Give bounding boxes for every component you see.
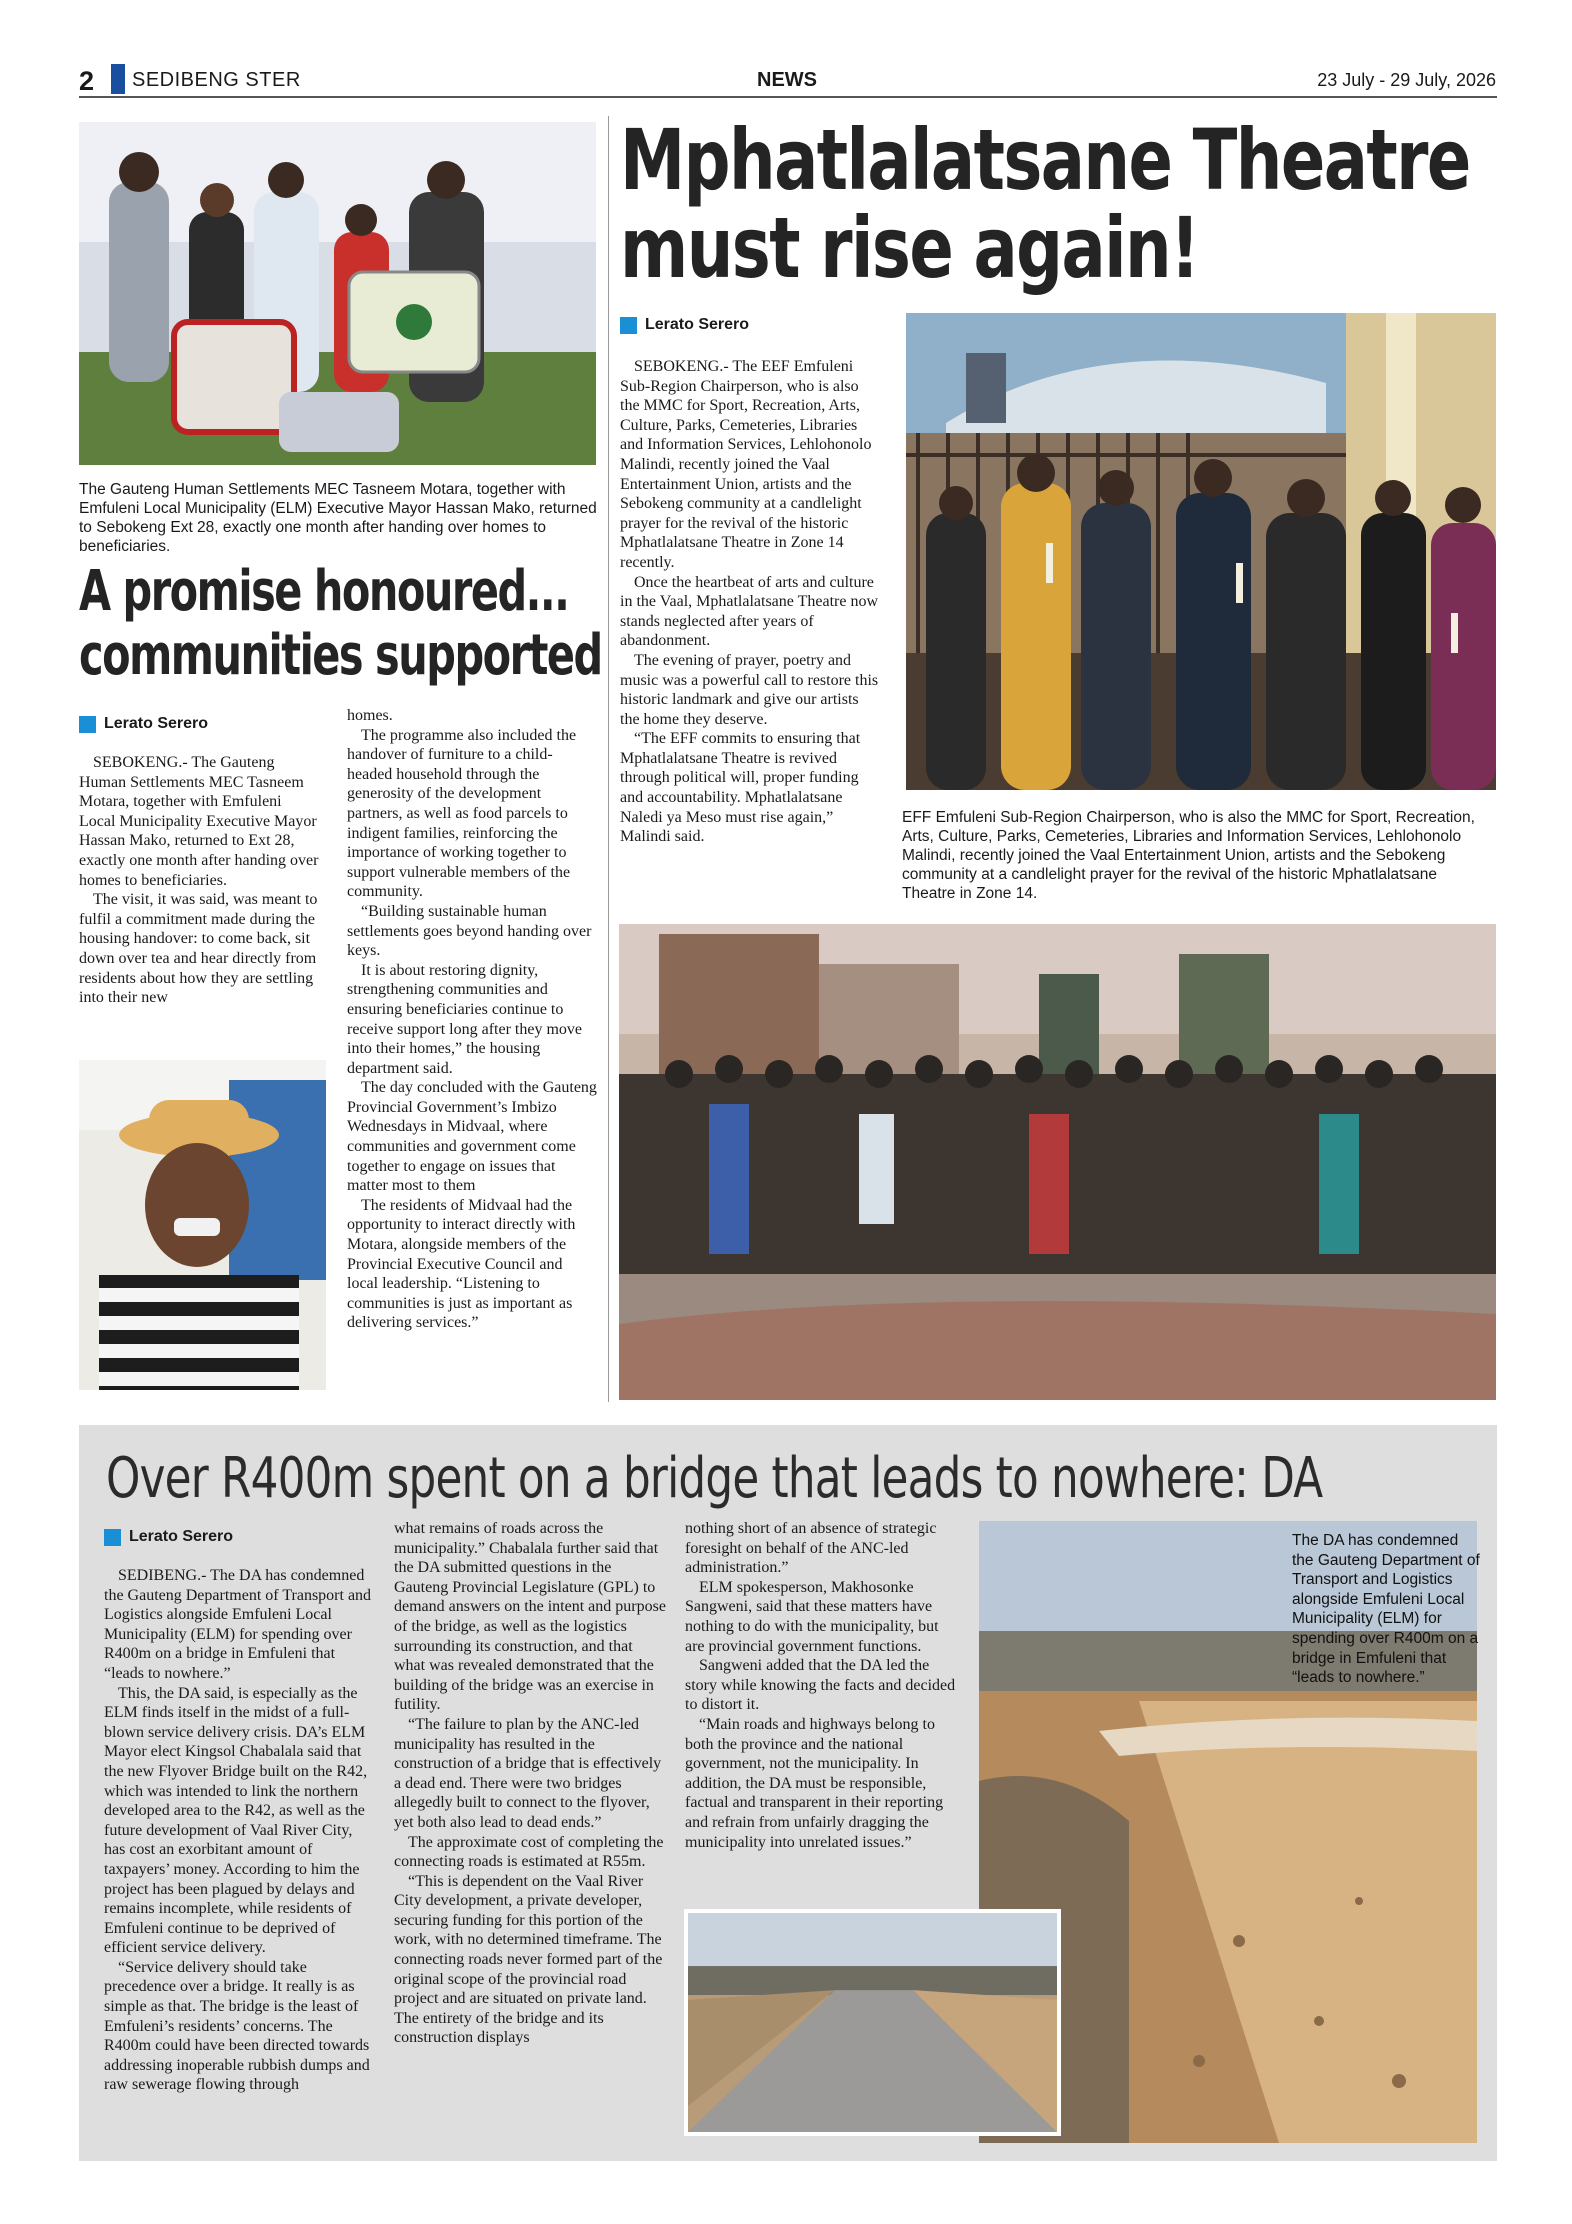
paragraph: The approximate cost of completing the connecting roads is estimated at R55m.	[394, 1833, 664, 1871]
community-gathering-photo	[619, 924, 1496, 1400]
publication-name: SEDIBENG STER	[132, 69, 301, 91]
candlelight-photo-caption: EFF Emfuleni Sub-Region Chairperson, who is also the MMC for Sport, Recreation, Arts, Culture, Parks, Cemeteries, Libraries and Information Services, Lehlohonolo Malindi, recently joined the Vaal Entertainment Union, artists and the Sebokeng community at a candlelight prayer for the revival of the historic Mphatlalatsane Theatre in Zone 14.	[902, 809, 1475, 902]
theatre-headline-line2: must rise again!	[620, 199, 1199, 297]
header-rule	[79, 96, 1497, 98]
paragraph: It is about restoring dignity, strengthening communities and ensuring beneficiaries continue to receive support long after they move into their homes,” the housing department said.	[347, 961, 583, 1077]
continued-text: what remains of roads across the municipality.” Chabalala further said that the DA submitted questions in the Gauteng Provincial Legislature (GPL) to demand answers on the intent and purpose of the bridge, as well as the logistics surrounding its construction, and that what was revealed demonstrated that the building of the bridge was an exercise in futility.	[394, 1520, 666, 1714]
theatre-body	[620, 357, 882, 847]
paragraph: “This is dependent on the Vaal River City development, a private developer, securing funding for this portion of the work, with no determined timeframe. The connecting roads never formed part of the original scope of the provincial road project and are situated on private land. The entirety of the bridge and its construction displays	[394, 1872, 663, 2047]
paragraph: SEBOKENG.- The EEF Emfuleni Sub-Region Chairperson, who is also the MMC for Sport, Recreation, Arts, Culture, Parks, Cemeteries, Libraries and Information Services, Lehlohonolo Malindi, recently joined the Vaal Entertainment Union, artists and the Sebokeng community at a candlelight prayer for the revival of the historic Mphatlalatsane Theatre in Zone 14 recently.	[620, 358, 872, 571]
promise-headline	[79, 559, 602, 688]
promise-byline	[79, 715, 208, 733]
candlelight-prayer-photo	[906, 313, 1496, 790]
paragraph: The day concluded with the Gauteng Provincial Government’s Imbizo Wednesdays in Midvaal, where communities and government come together to engage on issues that matter most to them	[347, 1079, 597, 1195]
byline-marker	[620, 317, 637, 334]
byline-author: Lerato Serero	[645, 316, 750, 333]
paragraph: SEDIBENG.- The DA has condemned the Gauteng Department of Transport and Logistics alongside Emfuleni Local Municipality (ELM) for spending over R400m on a bridge in Emfuleni that “leads to nowhere.”	[104, 1567, 372, 1682]
bridge-headline: Over R400m spent on a bridge that leads to nowhere: DA	[106, 1446, 1323, 1511]
promise-column-1	[79, 753, 319, 1008]
continued-text: homes.	[347, 707, 393, 724]
bridge-photo-caption: The DA has condemned the Gauteng Department of Transport and Logistics alongside Emfuleni Local Municipality (ELM) for spending over R400m on a bridge in Emfuleni that “leads to nowhere.”	[1292, 1532, 1480, 1687]
theatre-byline	[620, 316, 749, 334]
paragraph: The programme also included the handover of furniture to a child-headed household through the generosity of the development partners, as well as food parcels to indigent families, reinforcing the importance of working together to support vulnerable members of the community.	[347, 726, 577, 901]
promise-headline-line1: A promise honoured...	[79, 559, 569, 624]
bridge-column-1	[104, 1566, 376, 2095]
housing-handover-photo	[79, 122, 596, 465]
paragraph: The evening of prayer, poetry and music was a powerful call to restore this historic landmark and give our artists the home they deserve.	[620, 651, 879, 728]
paragraph: Once the heartbeat of arts and culture in the Vaal, Mphatlalatsane Theatre now stands neglected after years of abandonment.	[620, 573, 878, 650]
theatre-headline-line1: Mphatlalatsane Theatre	[620, 111, 1470, 209]
paragraph: “The EFF commits to ensuring that Mphatlalatsane Theatre is revived through political will, proper funding and accountability. Mphatlalatsane Naledi ya Meso must rise again,” Malindi said.	[620, 730, 861, 846]
byline-author: Lerato Serero	[104, 715, 209, 732]
paragraph: “Main roads and highways belong to both the province and the national government, not the municipality. In addition, the DA must be responsible, factual and transparent in their reporting and refrain from unfairly dragging the municipality into unrelated issues.”	[685, 1715, 944, 1851]
continued-text: nothing short of an absence of strategic foresight on behalf of the ANC-led administration.”	[685, 1520, 937, 1577]
byline-marker	[104, 1529, 121, 1546]
paragraph: ELM spokesperson, Makhosonke Sangweni, said that these matters have nothing to do with the municipality, but are provincial government functions.	[685, 1578, 939, 1655]
byline-marker	[79, 716, 96, 733]
issue-dates: 23 July - 29 July, 2026	[1317, 70, 1496, 90]
section-label: NEWS	[757, 69, 817, 91]
paragraph: The visit, it was said, was meant to fulfil a commitment made during the housing handover: to come back, sit down over tea and hear directly from residents about how they are settling into their new	[79, 891, 318, 1007]
paragraph: This, the DA said, is especially as the ELM finds itself in the midst of a full-blown service delivery crisis. DA’s ELM Mayor elect Kingsol Chabalala said that the new Flyover Bridge built on the R42, which was intended to link the northern developed area to the R42, as well as the future development of Vaal River City, has cost an exorbitant amount of taxpayers’ money. According to him the project has been plagued by delays and remains incomplete, while residents of Emfuleni continue to be deprived of efficient service delivery.	[104, 1684, 368, 1957]
byline-author: Lerato Serero	[129, 1528, 234, 1545]
bridge-column-3	[685, 1519, 957, 1852]
bridge-column-2	[394, 1519, 666, 2048]
promise-headline-line2: communities supported	[79, 623, 602, 688]
paragraph: SEBOKENG.- The Gauteng Human Settlements MEC Tasneem Motara, together with Emfuleni Local Municipality Executive Mayor Hassan Mako, returned to Ext 28, exactly one month after handing over homes to beneficiaries.	[79, 754, 319, 889]
paragraph: “Service delivery should take precedence over a bridge. It really is as simple as that. The bridge is the least of Emfuleni’s residents’ concerns. The R400m could have been directed towards addressing inoperable rubbish dumps and raw sewerage flowing through	[104, 1958, 370, 2094]
page-number: 2	[79, 66, 95, 96]
paragraph: Sangweni added that the DA led the story while knowing the facts and decided to distort it.	[685, 1657, 956, 1714]
theatre-headline	[620, 111, 1470, 297]
paragraph: The residents of Midvaal had the opportunity to interact directly with Motara, alongside members of the Provincial Executive Council and local leadership. “Listening to communities is just as important as delivering services.”	[347, 1196, 576, 1332]
housing-photo-caption: The Gauteng Human Settlements MEC Tasneem Motara, together with Emfuleni Local Municipality (ELM) Executive Mayor Hassan Mako, returned to Sebokeng Ext 28, exactly one month after handing over homes to beneficiaries.	[79, 481, 597, 555]
paragraph: “The failure to plan by the ANC-led municipality has resulted in the construction of a bridge that is effectively a dead end. There were two bridges allegedly built to connect to the flyover, yet both also lead to dead ends.”	[394, 1715, 662, 1831]
brand-bar	[111, 64, 125, 94]
bridge-road-inset-photo	[684, 1909, 1061, 2136]
column-divider	[608, 116, 609, 1402]
resident-portrait-photo	[79, 1060, 326, 1390]
promise-column-2	[347, 706, 597, 1333]
paragraph: “Building sustainable human settlements goes beyond handing over keys.	[347, 902, 592, 960]
bridge-byline	[104, 1528, 233, 1546]
